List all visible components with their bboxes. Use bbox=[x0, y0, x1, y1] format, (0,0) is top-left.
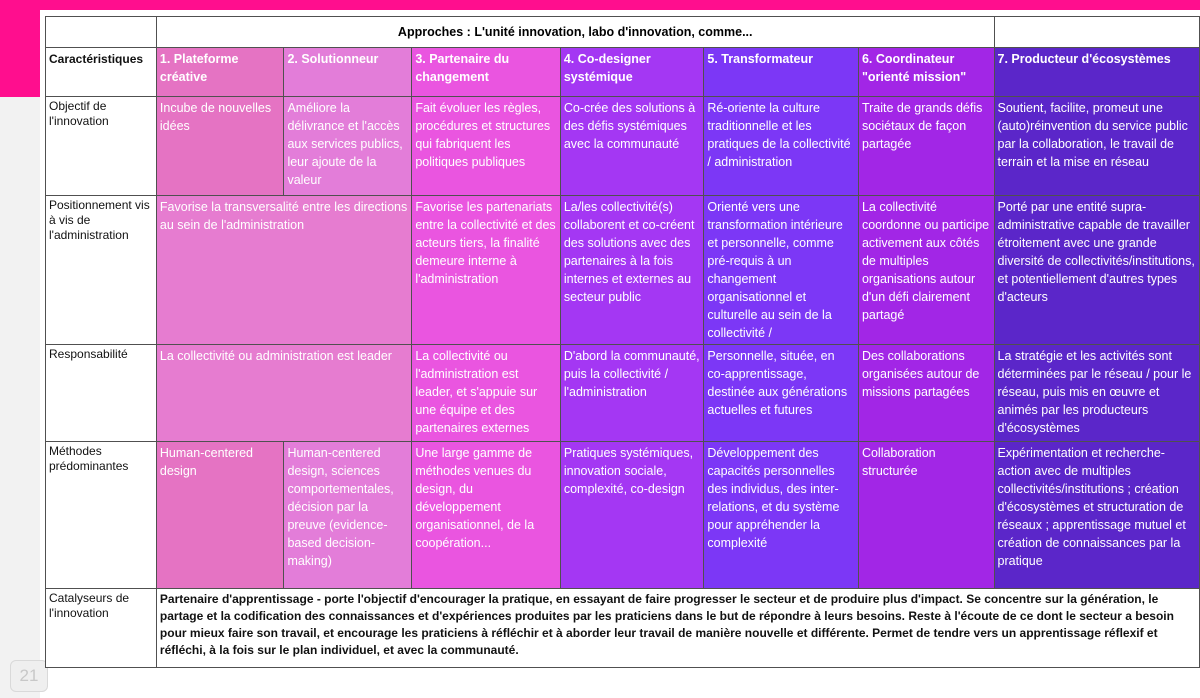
col-header-1: 1. Plateforme créative bbox=[156, 48, 284, 97]
cell-methodes-2: Human-centered design, sciences comportementales, décision par la preuve (evidence-based decision-making) bbox=[284, 442, 412, 589]
col-header-5: 5. Transformateur bbox=[704, 48, 859, 97]
approaches-header: Approches : L'unité innovation, labo d'innovation, comme... bbox=[156, 17, 994, 48]
cell-objectif-1: Incube de nouvelles idées bbox=[156, 97, 284, 196]
cell-responsabilite-3: La collectivité ou l'administration est leader, et s'appuie sur une équipe et des partenaires externes bbox=[412, 345, 561, 442]
row-label-objectif: Objectif de l'innovation bbox=[46, 97, 157, 196]
cell-objectif-7: Soutient, facilite, promeut une (auto)réinvention du service public par la collaboration, le travail de terrain et la mise en réseau bbox=[994, 97, 1199, 196]
row-label-positionnement: Positionnement vis à vis de l'administration bbox=[46, 196, 157, 345]
col-header-6: 6. Coordinateur "orienté mission" bbox=[858, 48, 994, 97]
approaches-header-end bbox=[994, 17, 1199, 48]
cell-objectif-2: Améliore la délivrance et l'accès aux services publics, leur ajoute de la valeur bbox=[284, 97, 412, 196]
cell-responsabilite-1-2: La collectivité ou administration est leader bbox=[156, 345, 411, 442]
cell-methodes-7: Expérimentation et recherche-action avec de multiples collectivités/institutions ; création d'écosystèmes et structuration de réseaux ; apprentissage mutuel et création de connaissances par la pratique bbox=[994, 442, 1199, 589]
cell-methodes-1: Human-centered design bbox=[156, 442, 284, 589]
cell-methodes-4: Pratiques systémiques, innovation sociale, complexité, co-design bbox=[560, 442, 704, 589]
page-number-badge: 21 bbox=[10, 660, 48, 692]
cell-objectif-5: Ré-oriente la culture traditionnelle et les pratiques de la collectivité / administration bbox=[704, 97, 859, 196]
col-header-3: 3. Partenaire du changement bbox=[412, 48, 561, 97]
cell-objectif-4: Co-crée des solutions à des défis systémiques avec la communauté bbox=[560, 97, 704, 196]
cell-objectif-6: Traite de grands défis sociétaux de façon partagée bbox=[858, 97, 994, 196]
col-header-7: 7. Producteur d'écosystèmes bbox=[994, 48, 1199, 97]
cell-responsabilite-7: La stratégie et les activités sont déterminées par le réseau / pour le réseau, puis mis en œuvre et animés par les producteurs d'écosystèmes bbox=[994, 345, 1199, 442]
cell-positionnement-6: La collectivité coordonne ou participe activement aux côtés de multiples organisations autour d'un défi clairement partagé bbox=[858, 196, 994, 345]
row-label-responsabilite: Responsabilité bbox=[46, 345, 157, 442]
innovation-approaches-table bbox=[45, 16, 1200, 668]
cell-positionnement-3: Favorise les partenariats entre la collectivité et des acteurs tiers, la finalité demeure interne à l'administration bbox=[412, 196, 561, 345]
cell-responsabilite-5: Personnelle, située, en co-apprentissage, destinée aux générations actuelles et futures bbox=[704, 345, 859, 442]
cell-positionnement-7: Porté par une entité supra-administrative capable de travailler étroitement avec une grande diversité de collectivités/institutions, et potentiellement d'autres types d'acteurs bbox=[994, 196, 1199, 345]
cell-methodes-3: Une large gamme de méthodes venues du design, du développement organisationnel, de la coopération... bbox=[412, 442, 561, 589]
cell-objectif-3: Fait évoluer les règles, procédures et structures qui fabriquent les politiques publiques bbox=[412, 97, 561, 196]
cell-responsabilite-4: D'abord la communauté, puis la collectivité / l'administration bbox=[560, 345, 704, 442]
row-label-catalyseurs: Catalyseurs de l'innovation bbox=[46, 589, 157, 668]
cell-positionnement-4: La/les collectivité(s) collaborent et co-créent des solutions avec des partenaires à la fois internes et externes au secteur public bbox=[560, 196, 704, 345]
left-accent-bar bbox=[0, 0, 40, 97]
cell-methodes-5: Développement des capacités personnelles des individus, des inter-relations, et du système pour appréhender la complexité bbox=[704, 442, 859, 589]
corner-cell bbox=[46, 17, 157, 48]
row-label-methodes: Méthodes prédominantes bbox=[46, 442, 157, 589]
cell-positionnement-1-2: Favorise la transversalité entre les directions au sein de l'administration bbox=[156, 196, 411, 345]
col-header-4: 4. Co-designer systémique bbox=[560, 48, 704, 97]
cell-catalyseurs: Partenaire d'apprentissage - porte l'objectif d'encourager la pratique, en essayant de faire progresser le secteur et de produire plus d'impact. Se concentre sur la génération, le partage et la codification des connaissances et d'expériences produites par les praticiens dans le but de répondre à leurs besoins. Reste à l'écoute de ce dont le secteur a besoin pour mieux faire son travail, et encourage les praticiens à réfléchir et à aborder leur travail de manière nouvelle et différente. Permet de tendre vers un apprentissage réflexif et réfléchi, à la fois sur le plan individuel, et avec la communauté. bbox=[156, 589, 1199, 668]
characteristics-label: Caractéristiques bbox=[46, 48, 157, 97]
cell-responsabilite-6: Des collaborations organisées autour de missions partagées bbox=[858, 345, 994, 442]
top-accent-bar bbox=[0, 0, 1200, 10]
col-header-2: 2. Solutionneur bbox=[284, 48, 412, 97]
cell-methodes-6: Collaboration structurée bbox=[858, 442, 994, 589]
cell-positionnement-5: Orienté vers une transformation intérieure et personnelle, comme pré-requis à un changement organisationnel et culturelle au sein de la collectivité / bbox=[704, 196, 859, 345]
